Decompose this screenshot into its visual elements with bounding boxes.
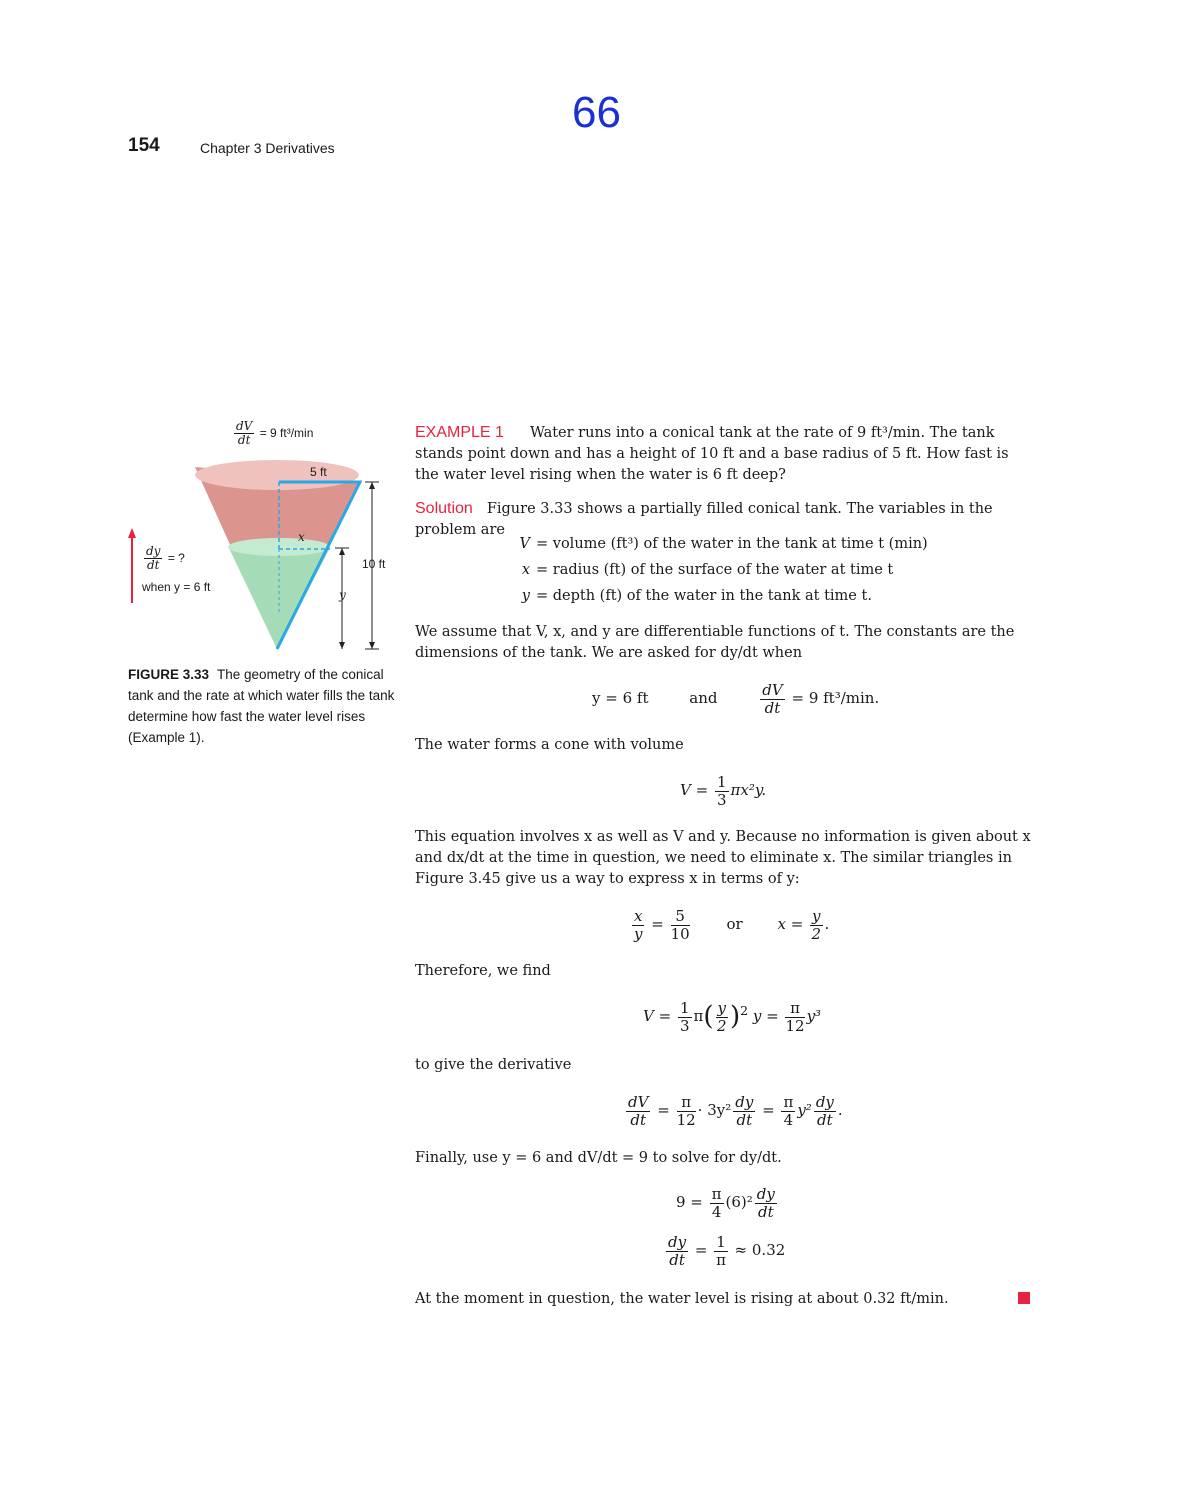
end-of-example-mark — [1018, 1292, 1030, 1304]
figure-caption — [128, 664, 396, 748]
dy-label: $\frac{dy}{dt}$ = ? — [146, 544, 185, 573]
chapter-title: Chapter 3 Derivatives — [200, 140, 335, 156]
cone-diagram — [125, 415, 410, 655]
similar-triangles-equation: $\frac{x}{y}$ = $\frac{5}{10}$ or x = $\frac{y}{2}$ . — [633, 907, 830, 943]
x-label: x — [298, 530, 305, 544]
cone-text: The water forms a cone with volume — [415, 737, 684, 753]
therefore-text: Therefore, we find — [415, 963, 551, 979]
variable-list — [510, 534, 928, 612]
solution-label: Solution — [415, 500, 473, 517]
assume-text: We assume that V, x, and y are differentiable functions of t. The constants are the dimensions of the tank. We are asked for dy/dt when — [415, 624, 1015, 661]
figure-cone — [125, 415, 410, 655]
derivative-text: to give the derivative — [415, 1057, 572, 1073]
volume-in-y-equation: V = $\frac{1}{3}$ π( $\frac{y}{2}$ )$^2$ y = $\frac{\pi}{12}$ y³ — [643, 999, 822, 1035]
example-label: EXAMPLE 1 — [415, 424, 504, 441]
solve-equation-1: 9 = $\frac{\pi}{4}$ (6)² $\frac{dy}{dt}$ — [676, 1185, 775, 1221]
rate-label: $\frac{dV}{dt}$ = 9 ft³/min — [236, 419, 314, 448]
variable-row: V = volume (ft³) of the water in the tank at time t (min) — [519, 536, 928, 552]
solve-equation-2: $\frac{dy}{dt}$ = $\frac{1}{\pi}$ ≈ 0.32 — [668, 1233, 786, 1269]
example-text: Water runs into a conical tank at the rate of 9 ft³/min. The tank stands point down and has a height of 10 ft and a base radius of 5 ft. How fast is the water level rising when the water is 6 ft deep? — [415, 425, 1009, 483]
derivative-equation: $\frac{dV}{dt}$ = $\frac{\pi}{12}$ · 3y² $\frac{dy}{dt}$ = $\frac{\pi}{4}$ y² $\frac{dy}{dt}$ . — [628, 1093, 843, 1129]
variable-row: y = depth (ft) of the water in the tank at time t. — [521, 588, 872, 604]
finally-text: Finally, use y = 6 and dV/dt = 9 to solve for dy/dt. — [415, 1150, 782, 1166]
caption-label: FIGURE 3.33 — [128, 667, 210, 682]
variable-row: x = radius (ft) of the surface of the water at time t — [521, 562, 894, 578]
caption-text: The geometry of the conical tank and the rate at which water fills the tank determine how fast the water level rises (Example 1). — [128, 667, 395, 745]
volume-equation: V = $\frac{1}{3}$ πx²y. — [680, 773, 767, 809]
when-label: when y = 6 ft — [142, 580, 211, 594]
condition-equation: y = 6 ft and $\frac{dV}{dt}$ = 9 ft³/min. — [592, 681, 880, 717]
top-radius-label: 5 ft — [310, 465, 327, 479]
conclusion-text: At the moment in question, the water level is rising at about 0.32 ft/min. — [415, 1291, 949, 1307]
cone-top-ellipse — [195, 460, 359, 490]
solution-text: Figure 3.33 shows a partially filled conical tank. The variables in the problem are — [415, 501, 993, 538]
page-number: 154 — [128, 135, 160, 156]
y-label: y — [339, 588, 346, 602]
page-marker: 66 — [572, 88, 621, 137]
rising-arrow-head — [128, 528, 136, 538]
height-label: 10 ft — [362, 557, 386, 571]
example-statement — [415, 422, 1035, 486]
involves-text: This equation involves x as well as V and y. Because no information is given about x and dx/dt at the time in question, we need to eliminate x. The similar triangles in Figure 3.45 give us a way to express x in terms of y: — [415, 829, 1031, 887]
